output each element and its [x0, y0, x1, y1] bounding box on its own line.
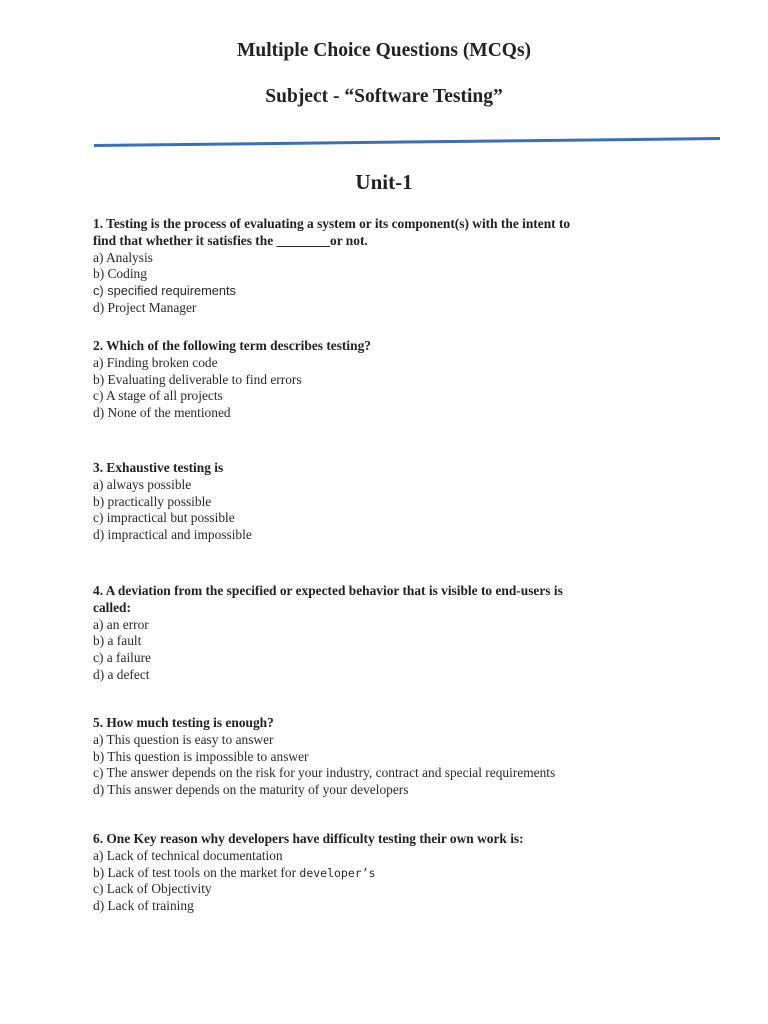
option-b [93, 865, 673, 882]
option-b: b) practically possible [93, 493, 212, 509]
header-divider [94, 137, 720, 147]
option-a: a) Finding broken code [93, 354, 218, 370]
option-d: d) a defect [93, 666, 150, 682]
option-c: c) A stage of all projects [93, 388, 223, 404]
unit-title: Unit-1 [355, 170, 413, 194]
question-text-line: 3. Exhaustive testing is [93, 460, 224, 475]
option-d: d) None of the mentioned [93, 405, 231, 421]
question-text-line: 1. Testing is the process of evaluating a system or its component(s) with the intent to [93, 216, 571, 231]
question-text-line: 2. Which of the following term describes testing? [93, 338, 371, 353]
option-d: d) Project Manager [93, 299, 197, 315]
question-5-text [93, 715, 673, 732]
option-b: b) a fault [93, 633, 142, 649]
question-text-line: called: [93, 599, 131, 615]
question-2 [93, 338, 673, 422]
option-b-text: b) Lack of test tools on the market for [93, 864, 300, 880]
option-b: b) Evaluating deliverable to find errors [93, 371, 302, 387]
question-3 [93, 460, 673, 544]
question-1 [93, 216, 673, 317]
question-4-text [93, 583, 673, 617]
question-6-text [93, 831, 673, 848]
option-b-suffix: developer’s [299, 865, 376, 880]
option-c: c) a failure [93, 650, 151, 666]
option-a: a) an error [93, 616, 149, 632]
option-c: c) Lack of Objectivity [93, 881, 212, 897]
question-3-text [93, 460, 673, 477]
option-d: d) Lack of training [93, 898, 194, 914]
option-a: a) always possible [93, 476, 192, 492]
question-5 [93, 715, 673, 799]
question-2-text [93, 338, 673, 355]
question-1-text [93, 216, 673, 250]
question-text-line: 5. How much testing is enough? [93, 715, 274, 730]
option-a: a) This question is easy to answer [93, 731, 274, 747]
option-c: c) The answer depends on the risk for your industry, contract and special requirements [93, 765, 556, 781]
question-4 [93, 583, 673, 684]
question-text-line: 4. A deviation from the specified or expected behavior that is visible to end-users is [93, 583, 563, 598]
option-c: c) specified requirements [93, 283, 236, 299]
document-title: Multiple Choice Questions (MCQs) [236, 40, 532, 61]
option-a: a) Analysis [93, 249, 153, 265]
question-text-line: 6. One Key reason why developers have difficulty testing their own work is: [93, 831, 524, 846]
option-d: d) This answer depends on the maturity of your developers [93, 782, 409, 798]
option-b: b) Coding [93, 266, 147, 282]
option-d: d) impractical and impossible [93, 527, 252, 543]
document-subject: Subject - “Software Testing” [265, 86, 503, 107]
divider-line [94, 137, 720, 147]
question-text-line: find that whether it satisfies the ________or not. [93, 232, 368, 248]
option-a: a) Lack of technical documentation [93, 847, 283, 863]
question-6 [93, 831, 673, 915]
option-b: b) This question is impossible to answer [93, 748, 309, 764]
option-c: c) impractical but possible [93, 510, 235, 526]
